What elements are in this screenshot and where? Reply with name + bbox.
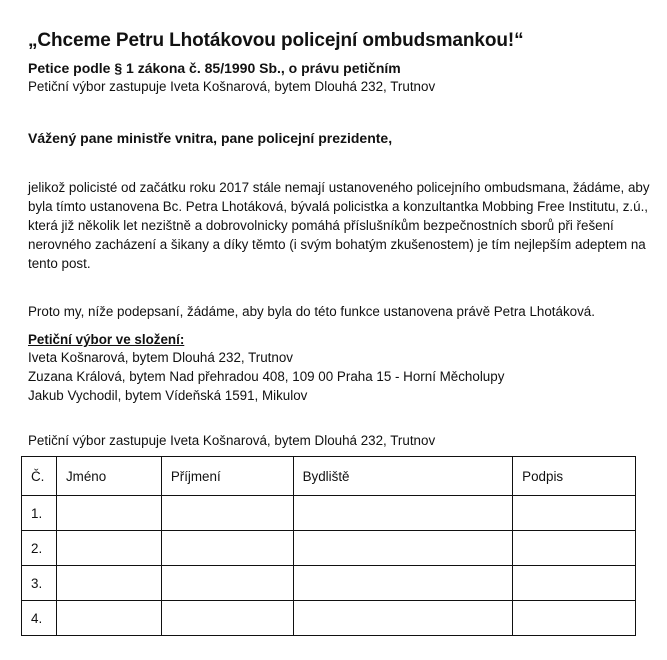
- signature-cell[interactable]: [513, 601, 636, 636]
- column-header-last-name: Příjmení: [161, 457, 293, 496]
- committee-heading: Petiční výbor ve složení:: [28, 332, 185, 347]
- signature-cell[interactable]: [513, 496, 636, 531]
- committee-member: Zuzana Králová, bytem Nad přehradou 408, 109 00 Praha 15 - Horní Měcholupy: [28, 369, 505, 384]
- representative-line-bottom: Petiční výbor zastupuje Iveta Košnarová, bytem Dlouhá 232, Trutnov: [28, 433, 436, 448]
- body-line: jelikož policisté od začátku roku 2017 stále nemají ustanoveného policejního ombudsmana, žádáme, aby: [28, 180, 650, 195]
- row-number: 1.: [22, 496, 57, 531]
- last-name-cell[interactable]: [161, 566, 293, 601]
- address-cell[interactable]: [293, 601, 513, 636]
- last-name-cell[interactable]: [161, 496, 293, 531]
- table-row: [22, 496, 636, 531]
- table-row: [22, 566, 636, 601]
- committee-member: Iveta Košnarová, bytem Dlouhá 232, Trutnov: [28, 350, 293, 365]
- row-number: 4.: [22, 601, 57, 636]
- column-header-signature: Podpis: [513, 457, 636, 496]
- committee-member: Jakub Vychodil, bytem Vídeňská 1591, Mikulov: [28, 388, 308, 403]
- petition-title: „Chceme Petru Lhotákovou policejní ombudsmankou!“: [28, 30, 524, 51]
- row-number: 3.: [22, 566, 57, 601]
- first-name-cell[interactable]: [56, 531, 161, 566]
- address-cell[interactable]: [293, 566, 513, 601]
- last-name-cell[interactable]: [161, 601, 293, 636]
- last-name-cell[interactable]: [161, 531, 293, 566]
- salutation: Vážený pane ministře vnitra, pane policejní prezidente,: [28, 130, 393, 146]
- first-name-cell[interactable]: [56, 496, 161, 531]
- row-number: 2.: [22, 531, 57, 566]
- column-header-number: Č.: [22, 457, 57, 496]
- signature-cell[interactable]: [513, 566, 636, 601]
- body-line: nerovného zacházení a šikany a díky těmto (i svým bohatým zkušenostem) je tím nejlepším adeptem na: [28, 237, 646, 252]
- table-row: [22, 531, 636, 566]
- address-cell[interactable]: [293, 531, 513, 566]
- address-cell[interactable]: [293, 496, 513, 531]
- signature-cell[interactable]: [513, 531, 636, 566]
- body-line: která již několik let nezištně a dobrovolnicky pomáhá příslušníkům bezpečnostních sborů při řešení: [28, 218, 614, 233]
- body-line: tento post.: [28, 256, 91, 271]
- representative-line: Petiční výbor zastupuje Iveta Košnarová, bytem Dlouhá 232, Trutnov: [28, 79, 436, 94]
- table-row: [22, 601, 636, 636]
- signature-table: [21, 456, 636, 636]
- petition-body: [28, 178, 648, 273]
- column-header-address: Bydliště: [293, 457, 513, 496]
- petition-request: Proto my, níže podepsaní, žádáme, aby byla do této funkce ustanovena právě Petra Lhotáková.: [28, 304, 595, 319]
- first-name-cell[interactable]: [56, 566, 161, 601]
- column-header-first-name: Jméno: [56, 457, 161, 496]
- signature-table-header: [22, 457, 636, 496]
- body-line: byla tímto ustanovena Bc. Petra Lhotáková, bývalá policistka a konzultantka Mobbing Free Institutu, z.ú.,: [28, 199, 649, 214]
- first-name-cell[interactable]: [56, 601, 161, 636]
- petition-subtitle: Petice podle § 1 zákona č. 85/1990 Sb., o právu petičním: [28, 60, 401, 76]
